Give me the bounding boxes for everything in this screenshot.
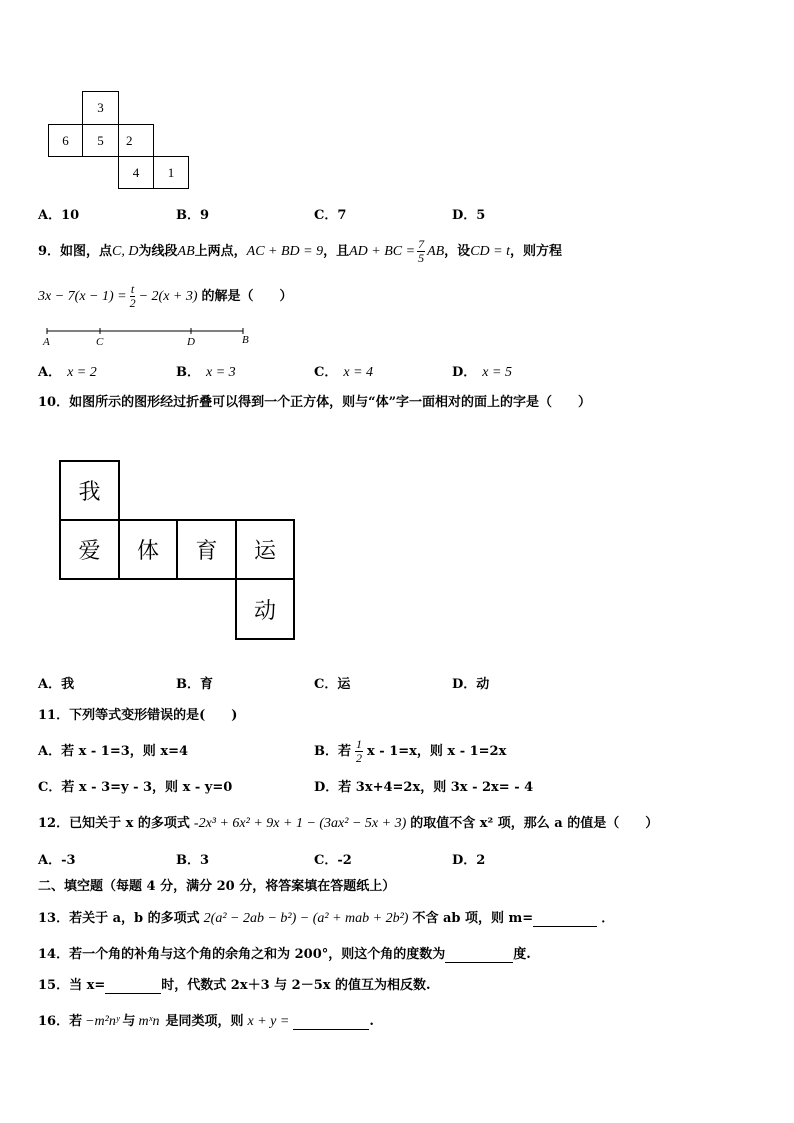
q14-stem-text: 14．若一个角的补角与这个角的余角之和为 200°，则这个角的度数为 xyxy=(38,947,446,962)
q9-segment-ab: AB xyxy=(177,243,195,259)
q16-stem-text: 与 xyxy=(122,1014,136,1029)
q9-fraction-den: 5 xyxy=(418,251,425,265)
option-math: x = 2 xyxy=(67,365,97,380)
q9-equation-3: CD = t xyxy=(470,243,510,259)
label-b: B xyxy=(242,334,249,346)
q9-stem-line1 xyxy=(38,238,562,265)
q8-option-d: D．5 xyxy=(452,208,486,223)
q13-stem xyxy=(38,910,614,928)
q9-equation-1: AC + BD = 9 xyxy=(246,243,324,259)
q16-stem-text: 16．若 xyxy=(38,1014,83,1029)
q11-option-a: A．若 x - 1=3，则 x=4 xyxy=(38,744,189,759)
q9-stem-line2 xyxy=(38,283,293,310)
q15-stem-text: 时，代数式 2x＋3 与 2－5x 的值互为相反数. xyxy=(161,978,431,993)
q16-sum-expression: x + y = xyxy=(247,1014,290,1029)
option-math: x = 4 xyxy=(343,365,374,380)
q10-stem: 10．如图所示的图形经过折叠可以得到一个正方体，则与“体”字一面相对的面上的字是（ ） xyxy=(38,395,592,410)
q9-option-d xyxy=(452,364,512,382)
q9-option-b xyxy=(176,364,236,382)
q16-term-2: mˣn xyxy=(138,1014,160,1029)
net-cell-3: 3 xyxy=(82,91,119,125)
q9-stem-text: 上两点， xyxy=(194,243,247,259)
label-c: C xyxy=(96,336,104,348)
q9-fraction-den: 2 xyxy=(129,296,136,310)
q9-stem-text: 9．如图，点 xyxy=(38,243,113,259)
q13-polynomial: 2(a² − 2ab − b²) − (a² + mab + 2b²) xyxy=(203,911,409,926)
q16-stem-end: . xyxy=(369,1014,374,1029)
q11-fraction-1-2 xyxy=(355,738,363,765)
q13-stem-end: ． xyxy=(601,911,615,926)
q12-option-a: A．-3 xyxy=(38,853,76,868)
q15-stem-text: 15．当 x= xyxy=(38,978,106,993)
net-cell-ti: 体 xyxy=(118,519,178,580)
net-cell-1: 1 xyxy=(153,156,189,189)
q10-option-d: D．动 xyxy=(452,677,490,692)
net-cell-6: 6 xyxy=(48,124,83,157)
q11-option-b xyxy=(314,738,506,765)
q12-polynomial: -2x³ + 6x² + 9x + 1 − (3ax² − 5x + 3) xyxy=(193,816,407,831)
q8-option-c: C．7 xyxy=(314,208,347,223)
net-cell-4: 4 xyxy=(118,156,154,189)
q15-answer-blank[interactable] xyxy=(105,979,161,994)
option-letter: B． xyxy=(176,365,200,380)
q9-fraction-num: t xyxy=(130,282,135,296)
q13-answer-blank[interactable] xyxy=(533,912,597,927)
q16-answer-blank[interactable] xyxy=(293,1015,369,1030)
q9-stem-text: 为线段 xyxy=(138,243,178,259)
q9-points-cd: C, D xyxy=(112,243,139,259)
option-letter: A． xyxy=(38,365,62,380)
net-cell-wo: 我 xyxy=(59,460,120,521)
q12-option-c: C．-2 xyxy=(314,853,352,868)
q9-stem-text: ，设 xyxy=(444,243,471,259)
q11-stem: 11．下列等式变形错误的是( ) xyxy=(38,708,238,723)
q9-stem-text: ，则方程 xyxy=(509,243,562,259)
q14-stem xyxy=(38,946,531,964)
option-letter: C． xyxy=(314,365,338,380)
q9-main-equation-left: 3x − 7(x − 1) = xyxy=(38,288,127,304)
fraction-num: 1 xyxy=(356,737,362,751)
net-cell-yun: 运 xyxy=(235,519,295,580)
option-math: x = 5 xyxy=(482,365,512,380)
q11-option-d: D．若 3x+4=2x，则 3x - 2x= - 4 xyxy=(314,780,534,795)
q9-fraction-num: 7 xyxy=(418,237,425,251)
net-cell-5: 5 xyxy=(82,124,119,157)
q10-option-b: B．育 xyxy=(176,677,213,692)
q14-stem-end: 度. xyxy=(513,947,531,962)
q16-term-1: −m²nʸ xyxy=(85,1014,120,1029)
q11-option-c: C．若 x - 3=y - 3，则 x - y=0 xyxy=(38,780,233,795)
q16-stem-text: 是同类项，则 xyxy=(165,1014,244,1029)
net-cell-dong: 动 xyxy=(235,578,295,640)
q13-stem-text: 13．若关于 a，b 的多项式 xyxy=(38,911,200,926)
option-letter: D． xyxy=(452,365,477,380)
q9-option-a xyxy=(38,364,97,382)
q12-option-d: D．2 xyxy=(452,853,486,868)
q9-equation-2b: AB xyxy=(427,243,445,259)
section-heading-fill-blank: 二、填空题（每题 4 分，满分 20 分，将答案填在答题纸上） xyxy=(38,879,396,894)
net-cell-ai: 爱 xyxy=(59,519,120,580)
option-text: x - 1=x，则 x - 1=2x xyxy=(367,743,507,759)
q9-equation-2: AD + BC = xyxy=(349,243,416,259)
q12-option-b: B．3 xyxy=(176,853,210,868)
option-text: B．若 xyxy=(314,743,351,759)
q9-main-equation-right: − 2(x + 3) xyxy=(138,288,198,304)
q9-stem-text: ，且 xyxy=(323,243,350,259)
q9-fraction-7-5 xyxy=(417,238,425,265)
q12-stem-text: 12．已知关于 x 的多项式 xyxy=(38,816,190,831)
q14-answer-blank[interactable] xyxy=(445,948,513,963)
label-a: A xyxy=(43,336,50,348)
label-d: D xyxy=(187,336,195,348)
q9-stem-text: 的解是（ ） xyxy=(201,288,293,304)
net-cell-yu: 育 xyxy=(176,519,237,580)
q8-option-a: A．10 xyxy=(38,208,80,223)
q9-option-c xyxy=(314,364,373,382)
q15-stem xyxy=(38,977,431,995)
q8-option-b: B．9 xyxy=(176,208,210,223)
q12-stem xyxy=(38,815,658,833)
q9-fraction-t-2 xyxy=(130,283,136,310)
option-math: x = 3 xyxy=(206,365,236,380)
net-cell-2: 2 xyxy=(118,124,154,157)
q10-option-c: C．运 xyxy=(314,677,351,692)
q12-stem-text: 的取值不含 x² 项，那么 a 的值是（ ） xyxy=(410,816,659,831)
q13-stem-text: 不含 ab 项，则 m= xyxy=(412,911,534,926)
q10-option-a: A．我 xyxy=(38,677,75,692)
fraction-den: 2 xyxy=(356,751,362,765)
q9-line-segment-figure xyxy=(38,322,258,348)
q16-stem xyxy=(38,1013,374,1031)
